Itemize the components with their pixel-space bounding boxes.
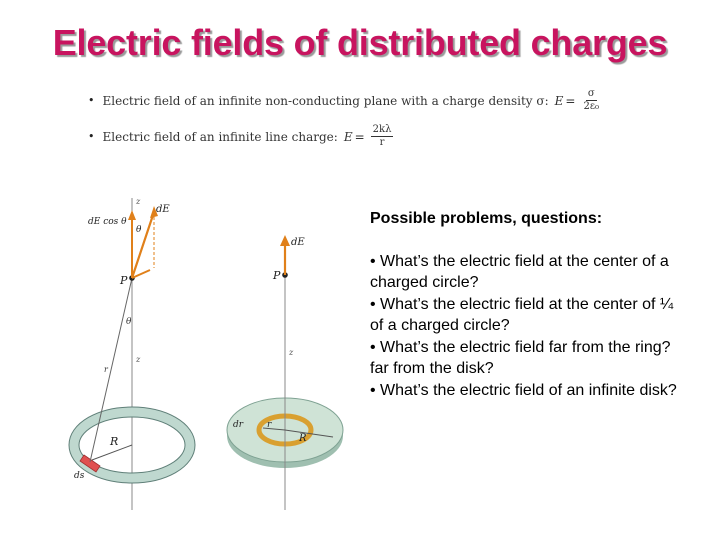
formula-plane [88,88,601,113]
disk-de-arrowhead [280,235,290,246]
disk-de-label: dE [291,237,305,248]
question-item: • What’s the electric field at the center of a charged circle? [370,252,669,291]
bullet: • [88,130,95,143]
formula-plane-denominator: 2ε₀ [583,101,600,112]
disk-R-label: R [299,433,307,444]
formula-line-fraction [371,124,394,149]
disk-point-p-label: P [273,269,281,282]
ring-charge-figure [60,190,220,510]
disk-charge-figure [225,225,360,510]
disk-r-label: r [267,420,272,430]
formula-plane-numerator: σ [587,88,595,99]
ring-de-label: dE [156,204,170,215]
formula-line-text: Electric field of an infinite line charge: [102,129,338,144]
question-item: • What’s the electric field at the center of ¼ of a charged circle? [370,295,674,334]
ring-theta-top: θ [136,225,142,235]
formula-plane-text: Electric field of an infinite non-conducting plane with a charge density σ: [102,93,549,108]
bullet: • [88,94,95,107]
disk-z-label: z [289,348,294,357]
formula-line [88,124,393,149]
question-item: • What’s the electric field far from the ring? far from the disk? [370,338,671,377]
ds-label: ds [74,471,85,481]
formula-plane-equals: = [565,93,576,108]
ring-de-arrow [132,212,154,278]
question-item: • What’s the electric field of an infinite disk? [370,381,677,399]
ring-point-p-label: P [120,274,128,287]
formula-plane-fraction [581,88,601,113]
ring-z-axis-label: z [136,197,141,206]
slide-title: Electric fields of distributed charges [52,22,668,63]
questions-panel [370,208,690,401]
ring-r-label: r [104,365,108,374]
ring-decos-label: dE cos θ [88,217,127,227]
disk-dr-label: dr [233,420,244,430]
ring-de-vertical-arrowhead [128,210,136,220]
formula-line-equals: = [354,129,365,144]
ring-radius-label: R [110,435,119,448]
formula-line-denominator: r [379,137,385,148]
questions-heading: Possible problems, questions: [370,210,603,227]
formula-plane-lhs: E [554,93,564,108]
ring-z-label: z [136,355,141,364]
formula-line-lhs: E [343,129,353,144]
formula-line-numerator: 2kλ [372,124,392,135]
ring-theta-mid: θ [126,317,132,327]
